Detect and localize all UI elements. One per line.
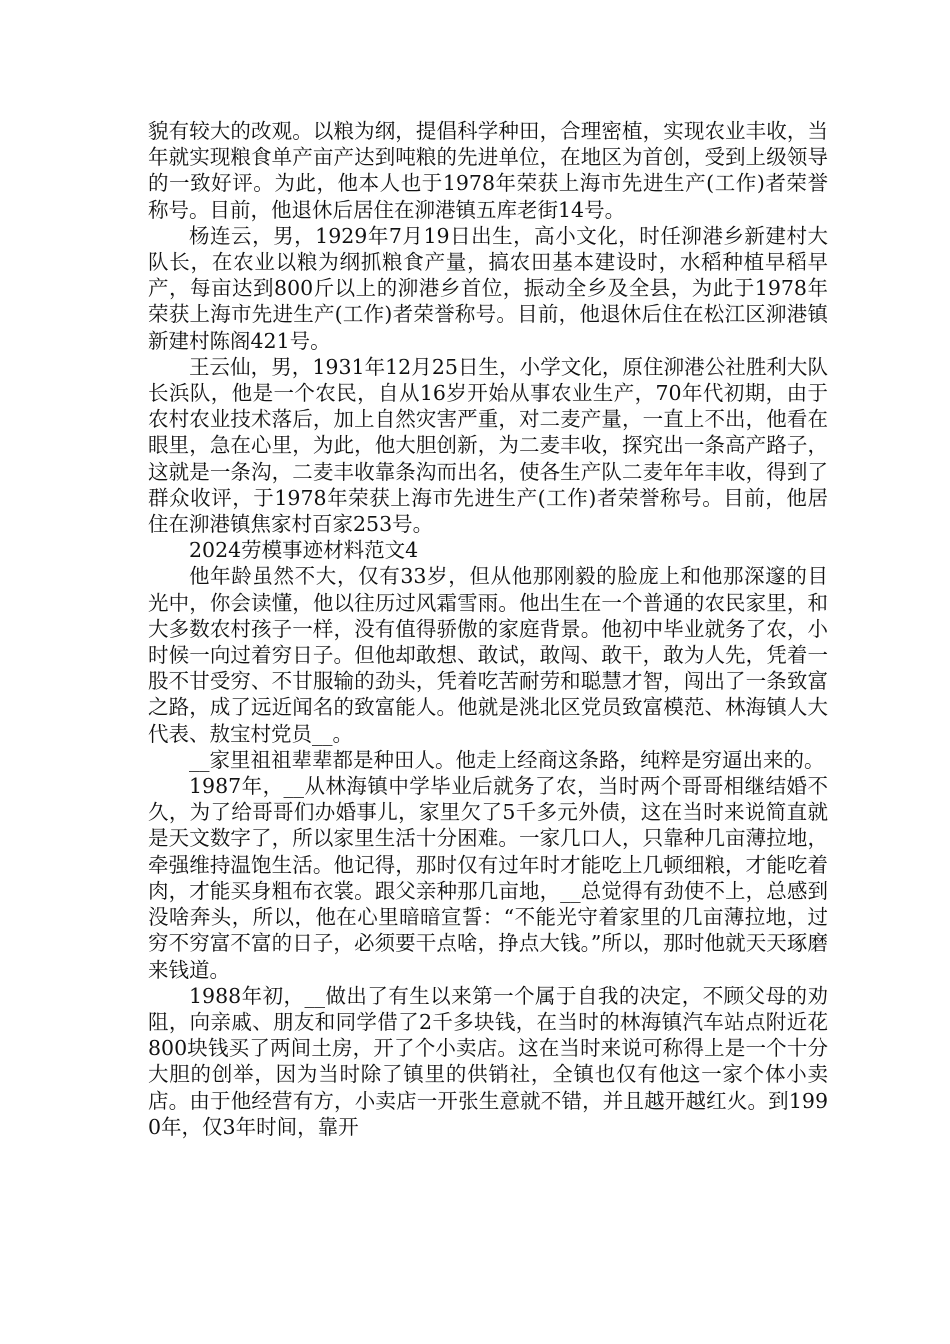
paragraph-7: 1988年初，__做出了有生以来第一个属于自我的决定，不顾父母的劝阻，向亲戚、朋友和同学借了2千多块钱，在当时的林海镇汽车站点附近花800块钱买了两间土房，开了个小卖店。这在当时来说可称得上是一个十分大胆的创举，因为当时除了镇里的供销社，全镇也仅有他这一家个体小卖店。由于他经营有方，小卖店一开张生意就不错，并且越开越红火。到1990年，仅3年时间，靠开 (148, 983, 828, 1139)
paragraph-2: 杨连云，男，1929年7月19日出生，高小文化，时任泖港乡新建村大队长，在农业以粮为纲抓粮食产量，搞农田基本建设时，水稻种植早稻早产，每亩达到800斤以上的泖港乡首位，振动全乡及全县，为此于1978年荣获上海市先进生产(工作)者荣誉称号。目前，他退休后住在松江区泖港镇新建村陈阁421号。 (148, 223, 828, 353)
section-heading: 2024劳模事迹材料范文4 (189, 538, 419, 563)
paragraph-6: 1987年，__从林海镇中学毕业后就务了农，当时两个哥哥相继结婚不久，为了给哥哥们办婚事儿，家里欠了5千多元外债，这在当时来说简直就是天文数字了，所以家里生活十分困难。一家几口人，只靠种几亩薄拉地，牵强维持温饱生活。他记得，那时仅有过年时才能吃上几顿细粮，才能吃着肉，才能买身粗布衣裳。跟父亲种那几亩地，__总觉得有劲使不上，总感到没啥奔头，所以，他在心里暗暗宣誓：“不能光守着家里的几亩薄拉地，过穷不穷富不富的日子，必须要干点啥，挣点大钱。”所以，那时他就天天琢磨来钱道。 (148, 774, 828, 982)
paragraph-4: 他年龄虽然不大，仅有33岁，但从他那刚毅的脸庞上和他那深邃的目光中，你会读懂，他以往历过风霜雪雨。他出生在一个普通的农民家里，和大多数农村孩子一样，没有值得骄傲的家庭背景。他初中毕业就务了农，小时候一向过着穷日子。但他却敢想、敢试，敢闯、敢干，敢为人先，凭着一股不甘受穷、不甘服输的劲头，凭着吃苦耐劳和聪慧才智，闯出了一条致富之路，成了远近闻名的致富能人。他就是洮北区党员致富模范、林海镇人大代表、敖宝村党员__。 (148, 564, 828, 746)
paragraph-5: __家里祖祖辈辈都是种田人。他走上经商这条路，纯粹是穷逼出来的。 (189, 747, 825, 772)
paragraph-3: 王云仙，男，1931年12月25日生，小学文化，原住泖港公社胜利大队长浜队，他是一个农民，自从16岁开始从事农业生产，70年代初期，由于农村农业技术落后，加上自然灾害严重，对二麦产量，一直上不出，他看在眼里，急在心里，为此，他大胆创新，为二麦丰收，探究出一条高产路子，这就是一条沟，二麦丰收靠条沟而出名，使各生产队二麦年年丰收，得到了群众收评，于1978年荣获上海市先进生产(工作)者荣誉称号。目前，他居住在泖港镇焦家村百家253号。 (148, 354, 828, 537)
paragraph-1: 貌有较大的改观。以粮为纲，提倡科学种田，合理密植，实现农业丰收，当年就实现粮食单产亩产达到吨粮的先进单位，在地区为首创，受到上级领导的一致好评。为此，他本人也于1978年荣获上海市先进生产(工作)者荣誉称号。目前，他退休后居住在泖港镇五库老街14号。 (148, 119, 828, 222)
document-page (148, 118, 828, 1140)
